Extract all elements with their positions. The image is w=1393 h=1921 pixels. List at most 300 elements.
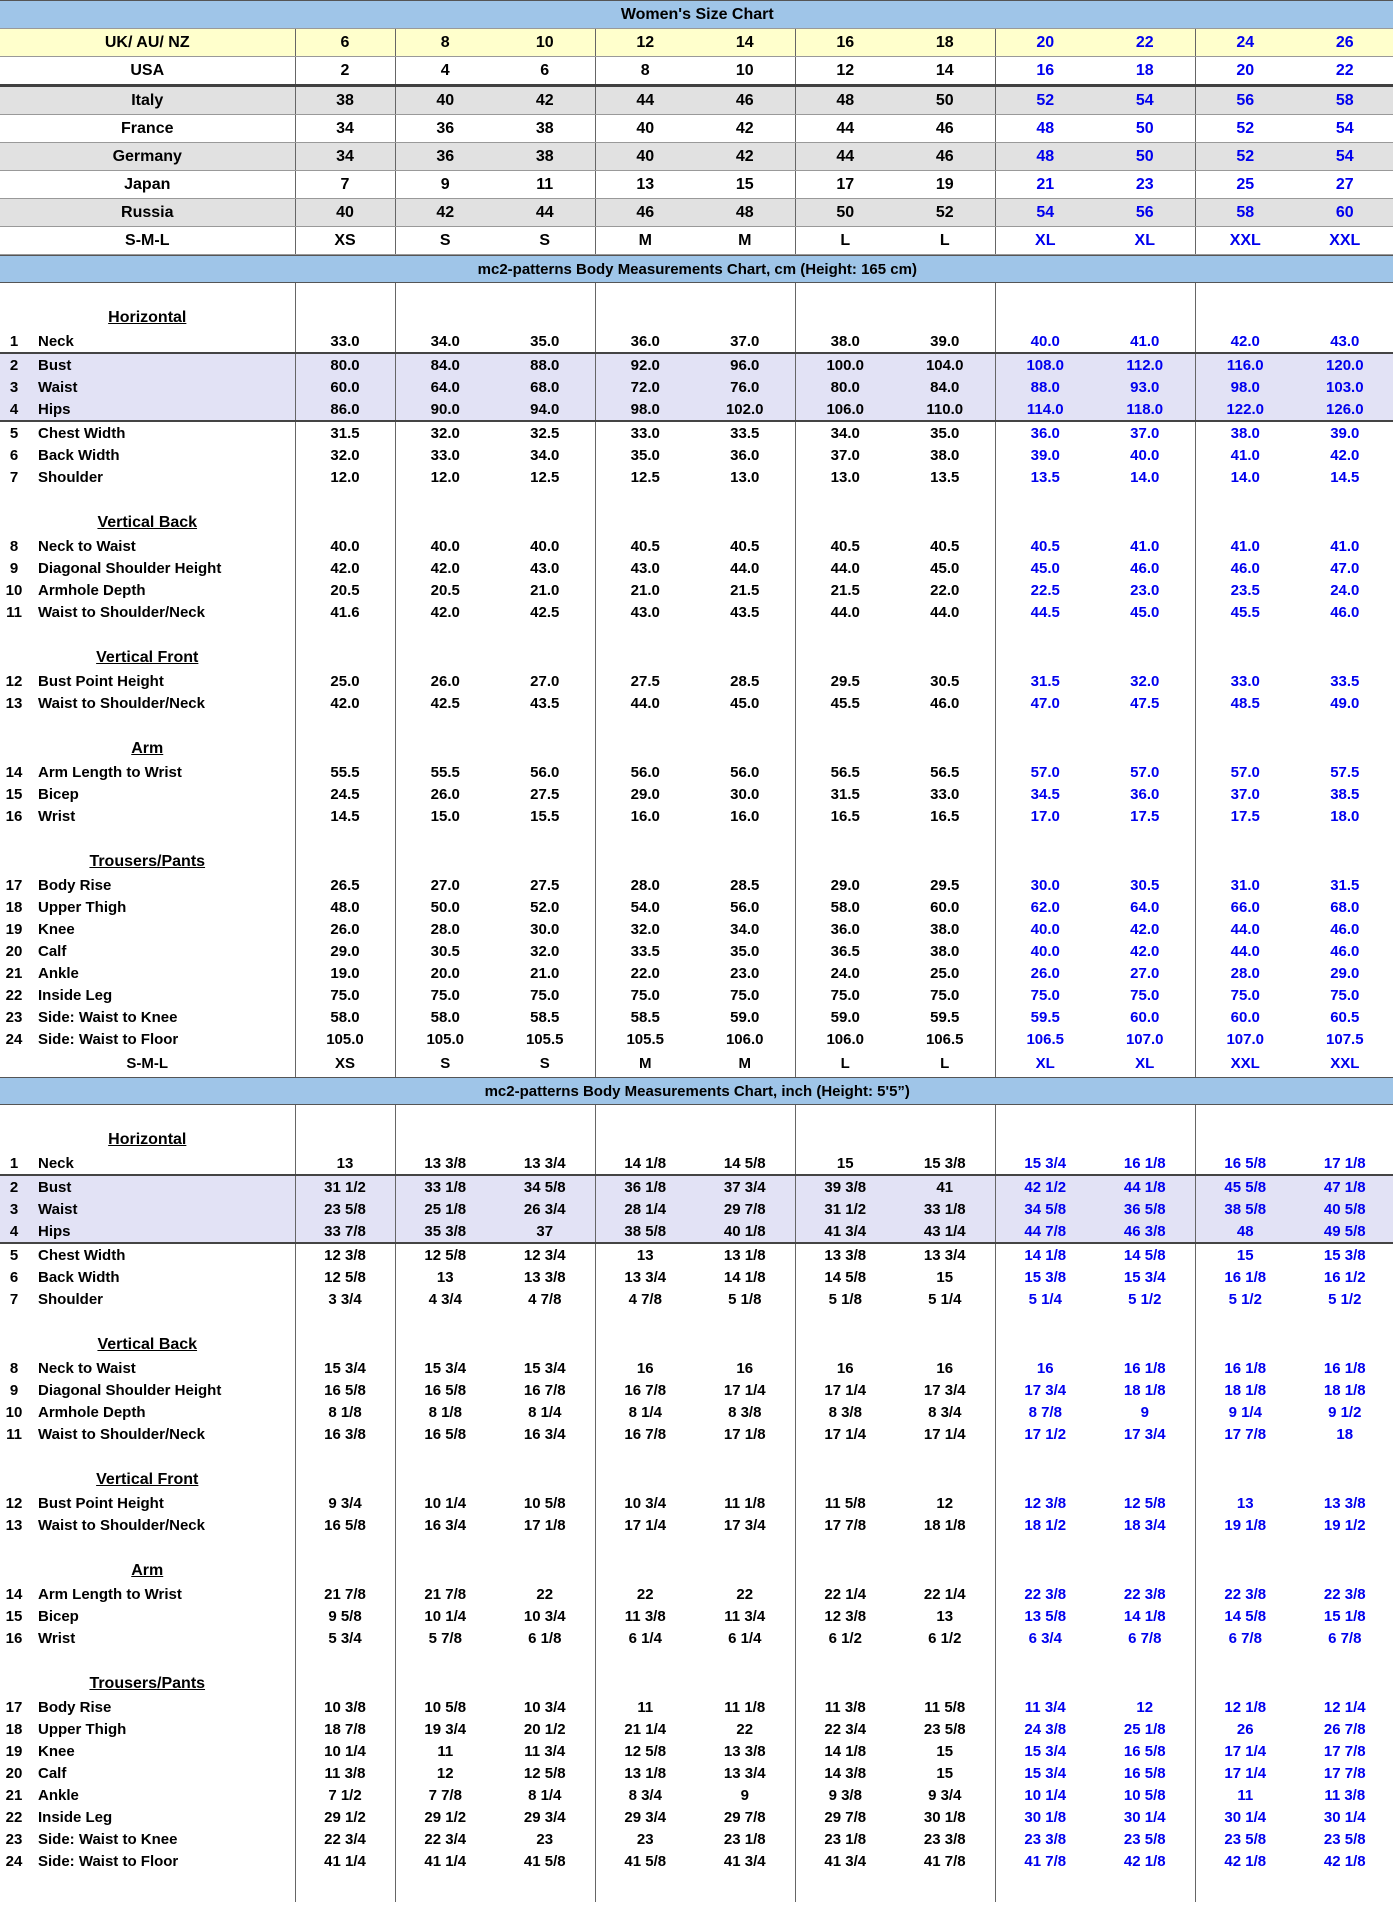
value-cell: 60.0 [895, 896, 995, 918]
measurement-label-cell [0, 1220, 295, 1243]
measurement-label-cell [0, 1198, 295, 1220]
empty-cell [1295, 827, 1393, 874]
empty-cell [995, 623, 1095, 670]
group-title: Arm [0, 714, 295, 761]
row-number: 24 [5, 1852, 23, 1870]
value-cell: 14 5/8 [1224, 1607, 1267, 1625]
value-cell: 8 1/4 [495, 1784, 595, 1806]
value-cell: 27.5 [495, 874, 595, 896]
value-cell: 29.0 [830, 876, 860, 894]
value-cell: 9 1/4 [1228, 1403, 1262, 1421]
value-cell: 13 3/8 [495, 1266, 595, 1288]
value-cell: 15 3/8 [895, 1152, 995, 1175]
measurement-row [0, 421, 1393, 444]
measurement-row [0, 1423, 1393, 1445]
group-title: Arm [0, 1536, 295, 1583]
measurement-name: Chest Width [38, 1246, 126, 1264]
value-cell: 35.0 [695, 940, 795, 962]
empty-cell [895, 1872, 995, 1902]
empty-cell [995, 714, 1095, 761]
inch-measurement-rows [0, 1105, 1393, 1903]
value-cell: 57.5 [1295, 761, 1393, 783]
empty-cell [1195, 1872, 1295, 1902]
value-cell: 40 [595, 143, 695, 171]
empty-cell [1095, 1872, 1195, 1902]
value-cell: 62.0 [1030, 898, 1060, 916]
value-cell: 12 5/8 [624, 1742, 667, 1760]
value-cell: 34.0 [830, 424, 860, 442]
value-cell: 106.0 [795, 398, 895, 421]
empty-cell [1295, 1536, 1393, 1583]
value-cell: 38.0 [1230, 424, 1260, 442]
value-cell: 44.0 [1230, 942, 1260, 960]
row-number: 2 [9, 356, 19, 374]
row-number: 23 [5, 1830, 23, 1848]
empty-cell [295, 488, 395, 535]
empty-cell [1095, 283, 1195, 331]
empty-cell [1095, 714, 1195, 761]
value-cell: 41.0 [1095, 535, 1195, 557]
value-cell: 47 1/8 [1295, 1175, 1393, 1198]
group-header-row [0, 488, 1393, 535]
value-cell: 50 [795, 199, 895, 227]
measurement-row [0, 353, 1393, 376]
value-cell: 45 5/8 [1195, 1175, 1295, 1198]
value-cell: 13 1/8 [695, 1243, 795, 1266]
value-cell: 57.0 [1030, 763, 1060, 781]
measurement-name: Diagonal Shoulder Height [38, 559, 222, 577]
value-cell: 15 3/4 [424, 1359, 467, 1377]
measurement-row [0, 670, 1393, 692]
value-cell: 75.0 [430, 986, 460, 1004]
empty-cell [895, 283, 995, 331]
value-cell: 48 [795, 86, 895, 115]
value-cell: 16.0 [630, 807, 660, 825]
empty-cell [595, 1872, 695, 1902]
value-cell: 105.5 [626, 1030, 665, 1048]
value-cell: S [495, 1050, 595, 1077]
value-cell: 48 [995, 143, 1095, 171]
measurement-label-cell [0, 692, 295, 714]
row-number: 19 [5, 1742, 23, 1760]
measurement-row [0, 1806, 1393, 1828]
measurement-label-cell [0, 984, 295, 1006]
value-cell: 44 7/8 [995, 1220, 1095, 1243]
value-cell: 29 3/4 [624, 1808, 667, 1826]
value-cell: 107.0 [1095, 1028, 1195, 1050]
group-header-row [0, 827, 1393, 874]
value-cell: 68.0 [1295, 896, 1393, 918]
group-title: Horizontal [0, 1105, 295, 1153]
value-cell: 6 1/2 [828, 1629, 862, 1647]
value-cell: 40.5 [630, 537, 660, 555]
value-cell: 29.0 [1295, 962, 1393, 984]
value-cell: 86.0 [295, 398, 395, 421]
measurement-label-cell [0, 1423, 295, 1445]
measurement-label-cell [0, 1828, 295, 1850]
value-cell: 75.0 [295, 984, 395, 1006]
group-title: Vertical Front [0, 623, 295, 670]
value-cell: 30.0 [495, 918, 595, 940]
measurement-name: Side: Waist to Knee [38, 1830, 178, 1848]
inch-section-header-row [0, 1078, 1393, 1105]
value-cell: 42.0 [1095, 918, 1195, 940]
measurement-label-cell [0, 1006, 295, 1028]
value-cell: 26 7/8 [1295, 1718, 1393, 1740]
value-cell: 114.0 [995, 398, 1095, 421]
value-cell: 5 1/2 [1295, 1288, 1393, 1310]
value-cell: 102.0 [695, 398, 795, 421]
value-cell: 17 [795, 171, 895, 199]
measurement-label-cell [0, 444, 295, 466]
measurement-name: Bicep [38, 785, 79, 803]
value-cell: 52 [895, 199, 995, 227]
value-cell: 27 [1295, 171, 1393, 199]
value-cell: 8 1/4 [628, 1403, 662, 1421]
value-cell: 13 [1236, 1494, 1254, 1512]
empty-cell [995, 1445, 1095, 1492]
value-cell: L [840, 1055, 850, 1072]
value-cell: 29 3/4 [495, 1806, 595, 1828]
value-cell: 10 1/4 [424, 1607, 467, 1625]
value-cell: 80.0 [295, 353, 395, 376]
value-cell: 43.0 [1295, 330, 1393, 353]
value-cell: 40.0 [430, 537, 460, 555]
value-cell: 126.0 [1295, 398, 1393, 421]
value-cell: 122.0 [1195, 398, 1295, 421]
value-cell: 9 5/8 [295, 1605, 395, 1627]
value-cell: 16 1/8 [1095, 1152, 1195, 1175]
row-number: 17 [5, 1698, 23, 1716]
row-number: 17 [5, 876, 23, 894]
measurement-row [0, 1288, 1393, 1310]
value-cell: 30 1/4 [1295, 1806, 1393, 1828]
value-cell: 19.0 [295, 962, 395, 984]
value-cell: 28.0 [630, 876, 660, 894]
value-cell: 48 [1195, 1220, 1295, 1243]
value-cell: 80.0 [795, 376, 895, 398]
empty-filler-row [0, 1872, 1393, 1902]
value-cell: 23 5/8 [895, 1718, 995, 1740]
value-cell: 22 [636, 1585, 654, 1603]
row-number: 8 [9, 1359, 19, 1377]
value-cell: 12 3/8 [295, 1243, 395, 1266]
value-cell: 22 [695, 1718, 795, 1740]
value-cell: 33 1/8 [395, 1175, 495, 1198]
value-cell: XXL [1230, 1055, 1260, 1072]
value-cell: 14 1/8 [695, 1266, 795, 1288]
empty-cell [995, 1649, 1095, 1696]
value-cell: 22 1/4 [824, 1585, 867, 1603]
value-cell: 17 1/4 [695, 1379, 795, 1401]
value-cell: 44 1/8 [1095, 1175, 1195, 1198]
value-cell: 6 7/8 [1295, 1627, 1393, 1649]
value-cell: 45.0 [1095, 601, 1195, 623]
value-cell: 105.0 [426, 1030, 465, 1048]
value-cell: 33.0 [895, 783, 995, 805]
value-cell: 36 1/8 [595, 1175, 695, 1198]
value-cell: 36.0 [595, 330, 695, 353]
value-cell: 15 1/8 [1295, 1605, 1393, 1627]
value-cell: 37.0 [1230, 785, 1260, 803]
value-cell: 15 [695, 171, 795, 199]
value-cell: 16 5/8 [1095, 1740, 1195, 1762]
value-cell: 54 [1295, 143, 1393, 171]
measurement-name: Waist [38, 1200, 78, 1218]
measurement-label-cell [0, 1627, 295, 1649]
measurement-name: Bust [38, 356, 72, 374]
empty-cell [1095, 1649, 1195, 1696]
value-cell: 18 3/4 [1095, 1514, 1195, 1536]
value-cell: 96.0 [695, 353, 795, 376]
empty-cell [295, 1872, 395, 1902]
measurement-row [0, 1718, 1393, 1740]
value-cell: 6 1/8 [495, 1627, 595, 1649]
value-cell: 13 3/4 [495, 1152, 595, 1175]
value-cell: 16.5 [830, 807, 860, 825]
value-cell: 12 [595, 29, 695, 57]
measurement-label-cell [0, 1806, 295, 1828]
empty-cell [995, 1872, 1095, 1902]
value-cell: 42.5 [430, 694, 460, 712]
value-cell: 9 [395, 171, 495, 199]
row-number: 19 [5, 920, 23, 938]
group-header-row [0, 283, 1393, 331]
value-cell: 12 [895, 1492, 995, 1514]
value-cell: 15 [1236, 1246, 1254, 1264]
measurement-row [0, 1006, 1393, 1028]
value-cell: 46.0 [1095, 557, 1195, 579]
row-number: 8 [9, 537, 19, 555]
measurement-name: Waist to Shoulder/Neck [38, 694, 205, 712]
value-cell: 60.0 [1230, 1008, 1260, 1026]
empty-cell [895, 1536, 995, 1583]
size-conversion-table [0, 0, 1393, 255]
value-cell: 23 1/8 [695, 1828, 795, 1850]
measurement-name: Waist to Shoulder/Neck [38, 603, 205, 621]
value-cell: 38 [495, 143, 595, 171]
value-cell: 14 1/8 [824, 1742, 867, 1760]
value-cell: 56.0 [630, 763, 660, 781]
value-cell: 7 1/2 [295, 1784, 395, 1806]
value-cell: 10 3/8 [295, 1696, 395, 1718]
empty-cell [395, 488, 495, 535]
value-cell: 55.5 [430, 763, 460, 781]
measurement-label-cell [0, 1266, 295, 1288]
measurement-row [0, 557, 1393, 579]
empty-cell [1195, 283, 1295, 331]
empty-cell [1195, 1310, 1295, 1357]
empty-cell [595, 623, 695, 670]
value-cell: 37 [495, 1220, 595, 1243]
row-number: 14 [5, 763, 23, 781]
empty-cell [395, 1310, 495, 1357]
value-cell: 5 1/4 [1028, 1290, 1062, 1308]
row-number: 3 [9, 1200, 19, 1218]
value-cell: 46 3/8 [1095, 1220, 1195, 1243]
value-cell: 40.0 [1095, 444, 1195, 466]
row-number: 1 [9, 1154, 19, 1172]
row-number: 10 [5, 581, 23, 599]
value-cell: 31.0 [1230, 876, 1260, 894]
measurement-row [0, 1514, 1393, 1536]
value-cell: 33 1/8 [895, 1198, 995, 1220]
value-cell: 22.0 [895, 579, 995, 601]
value-cell: 75.0 [895, 984, 995, 1006]
value-cell: 20 1/2 [495, 1718, 595, 1740]
value-cell: 56.0 [495, 761, 595, 783]
value-cell: 75.0 [1230, 986, 1260, 1004]
value-cell: 23 3/8 [1024, 1830, 1067, 1848]
value-cell: 75.0 [1095, 984, 1195, 1006]
row-number: 4 [9, 1222, 19, 1240]
group-header-row [0, 1105, 1393, 1153]
value-cell: 15 [795, 1152, 895, 1175]
empty-cell [1095, 1105, 1195, 1153]
value-cell: 5 1/2 [1228, 1290, 1262, 1308]
value-cell: 41 7/8 [895, 1850, 995, 1872]
row-label: S-M-L [0, 1050, 295, 1077]
empty-cell [1295, 714, 1393, 761]
measurement-label-cell [0, 1152, 295, 1175]
value-cell: 17 1/4 [624, 1516, 667, 1534]
value-cell: 33.5 [695, 421, 795, 444]
conversion-row [0, 171, 1393, 199]
value-cell: 16 7/8 [624, 1425, 667, 1443]
value-cell: 26.5 [295, 874, 395, 896]
measurement-label-cell [0, 398, 295, 421]
value-cell: 42.0 [430, 559, 460, 577]
value-cell: 33.0 [1230, 672, 1260, 690]
empty-cell [395, 714, 495, 761]
value-cell: 15 3/4 [1095, 1266, 1195, 1288]
value-cell: 40.5 [895, 535, 995, 557]
value-cell: 40.0 [995, 330, 1095, 353]
value-cell: 17 1/4 [824, 1381, 867, 1399]
value-cell: 8 3/4 [628, 1786, 662, 1804]
measurement-name: Waist to Shoulder/Neck [38, 1425, 205, 1443]
measurement-name: Shoulder [38, 468, 104, 486]
value-cell: 10 3/4 [624, 1494, 667, 1512]
value-cell: 94.0 [495, 398, 595, 421]
value-cell: 93.0 [1095, 376, 1195, 398]
value-cell: 5 7/8 [428, 1629, 462, 1647]
value-cell: 13 3/8 [395, 1152, 495, 1175]
measurement-name: Bicep [38, 1607, 79, 1625]
value-cell: 16 5/8 [1195, 1152, 1295, 1175]
value-cell: 46.0 [1295, 601, 1393, 623]
value-cell: 12.5 [630, 468, 660, 486]
value-cell: 4 [395, 57, 495, 86]
value-cell: 55.5 [295, 761, 395, 783]
value-cell: 22 3/8 [1295, 1583, 1393, 1605]
value-cell: 104.0 [895, 353, 995, 376]
value-cell: 17 1/4 [895, 1423, 995, 1445]
measurement-label-cell [0, 1243, 295, 1266]
empty-cell [695, 1872, 795, 1902]
value-cell: 16 7/8 [624, 1381, 667, 1399]
empty-cell [1095, 1536, 1195, 1583]
value-cell: 46.0 [1230, 559, 1260, 577]
value-cell: M [695, 1050, 795, 1077]
measurement-row [0, 1243, 1393, 1266]
measurement-name: Armhole Depth [38, 1403, 146, 1421]
value-cell: 16 7/8 [495, 1379, 595, 1401]
empty-cell [695, 1105, 795, 1153]
value-cell: 12 5/8 [295, 1266, 395, 1288]
value-cell: 41 5/8 [495, 1850, 595, 1872]
value-cell: 40.0 [1030, 942, 1060, 960]
value-cell: 75.0 [1030, 986, 1060, 1004]
empty-cell [295, 1310, 395, 1357]
empty-cell [695, 623, 795, 670]
row-number: 18 [5, 1720, 23, 1738]
value-cell: 50 [895, 86, 995, 115]
value-cell: 10 [695, 57, 795, 86]
measurement-row [0, 444, 1393, 466]
measurement-row [0, 601, 1393, 623]
value-cell: 23.0 [695, 962, 795, 984]
value-cell: 17.0 [1030, 807, 1060, 825]
value-cell: 15.0 [430, 807, 460, 825]
value-cell: 46.0 [1295, 940, 1393, 962]
empty-cell [1195, 488, 1295, 535]
value-cell: 11 3/8 [624, 1607, 666, 1625]
empty-cell [495, 714, 595, 761]
value-cell: 58.5 [495, 1006, 595, 1028]
row-number: 12 [5, 672, 23, 690]
value-cell: 18 [895, 29, 995, 57]
measurement-label-cell [0, 1696, 295, 1718]
measurement-name: Shoulder [38, 1290, 104, 1308]
value-cell: 59.0 [830, 1008, 860, 1026]
measurement-name: Calf [38, 942, 67, 960]
value-cell: 39.0 [895, 330, 995, 353]
row-number: 21 [5, 1786, 23, 1804]
value-cell: 11 [1237, 1786, 1254, 1804]
value-cell: 8 1/8 [295, 1401, 395, 1423]
value-cell: 17 1/4 [1224, 1764, 1267, 1782]
measurement-name: Neck [38, 1154, 74, 1172]
value-cell: 110.0 [895, 398, 995, 421]
value-cell: 17 7/8 [824, 1516, 867, 1534]
value-cell: 14 [695, 29, 795, 57]
value-cell: 17 3/4 [895, 1379, 995, 1401]
empty-cell [1295, 1310, 1393, 1357]
value-cell: 17 1/8 [495, 1514, 595, 1536]
measurement-row [0, 1784, 1393, 1806]
measurement-row [0, 1266, 1393, 1288]
measurement-label-cell [0, 761, 295, 783]
value-cell: 42.0 [430, 603, 460, 621]
value-cell: 20.5 [295, 579, 395, 601]
measurement-name: Side: Waist to Knee [38, 1008, 178, 1026]
value-cell: 11 3/8 [1295, 1784, 1393, 1806]
value-cell: 50 [1095, 143, 1195, 171]
value-cell: 31.5 [830, 785, 860, 803]
value-cell: 18 1/8 [1095, 1379, 1195, 1401]
empty-cell [1195, 1445, 1295, 1492]
value-cell: 17 3/4 [695, 1514, 795, 1536]
value-cell: 29.0 [295, 940, 395, 962]
value-cell: 41 3/4 [695, 1850, 795, 1872]
empty-cell [1095, 1445, 1195, 1492]
empty-cell [1195, 1536, 1295, 1583]
row-number: 20 [5, 1764, 23, 1782]
measurement-label-cell [0, 535, 295, 557]
value-cell: 12.0 [430, 468, 460, 486]
row-label: UK/ AU/ NZ [0, 29, 295, 57]
